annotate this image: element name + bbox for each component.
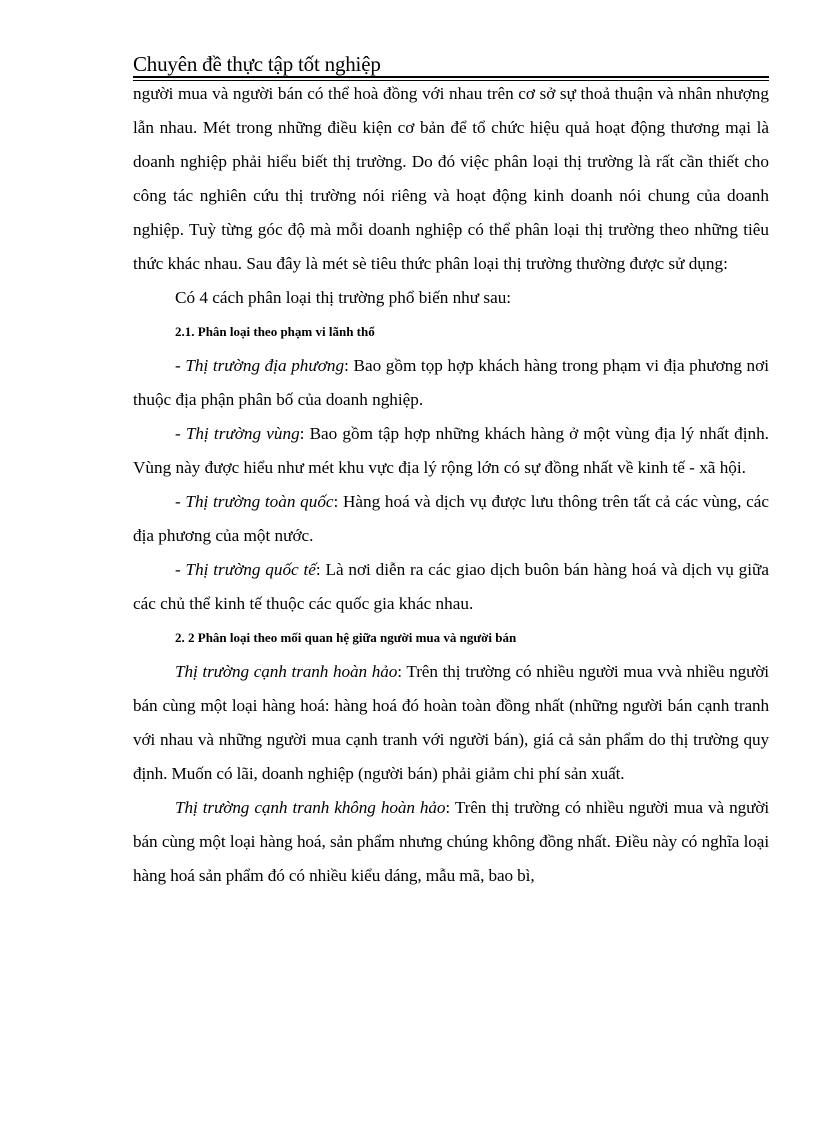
territory-item-local <box>133 349 769 417</box>
header-title: Chuyên đề thực tập tốt nghiệp <box>133 52 381 76</box>
section-heading-buyer-seller: 2. 2 Phân loại theo mối quan hệ giữa người mua và người bán <box>175 630 517 645</box>
territory-item-national <box>133 485 769 553</box>
competition-item-imperfect <box>133 791 769 893</box>
item-prefix: - <box>175 492 186 511</box>
term-imperfect-competition: Thị trường cạnh tranh không hoàn hảo <box>175 798 446 817</box>
item-prefix: - <box>175 424 186 443</box>
item-description: : Bao gồm tập hợp những khách hàng ở một vùng địa lý nhất định. Vùng này được hiểu như mét khu vực địa lý rộng lớn có sự đồng nhất về kinh tế - xã hội. <box>133 424 769 477</box>
item-description: : Là nơi diễn ra các giao dịch buôn bán hàng hoá và dịch vụ giữa các chủ thể kinh tế thuộc các quốc gia khác nhau. <box>133 560 769 613</box>
term-regional-market: Thị trường vùng <box>185 424 300 443</box>
term-international-market: Thị trường quốc tế <box>185 560 316 579</box>
territory-item-regional <box>133 417 769 485</box>
term-national-market: Thị trường toàn quốc <box>185 492 334 511</box>
item-description: : Bao gồm tọp hợp khách hàng trong phạm vi địa phương nơi thuộc địa phận phân bố của doanh nghiệp. <box>133 356 770 409</box>
territory-item-international <box>133 553 769 621</box>
item-description: : Trên thị trường có nhiều người mua và người bán cùng một loại hàng hoá, sản phẩm nhưng chúng không đồng nhất. Điều này có nghĩa loại hàng hoá sản phẩm đó có nhiều kiểu dáng, mẫu mã, bao bì, <box>133 798 769 885</box>
item-prefix: - <box>175 560 186 579</box>
item-description: : Hàng hoá và dịch vụ được lưu thông trên tất cả các vùng, các địa phương của một nước. <box>133 492 769 545</box>
term-local-market: Thị trường địa phương <box>185 356 345 375</box>
competition-item-perfect <box>133 655 769 791</box>
term-perfect-competition: Thị trường cạnh tranh hoàn hảo <box>175 662 398 681</box>
lead-paragraph: Có 4 cách phân loại thị trường phổ biến như sau: <box>175 288 512 307</box>
item-description: : Trên thị trường có nhiều người mua vvà nhiều người bán cùng một loại hàng hoá: hàng hoá đó hoàn toàn đồng nhất (những người bán cạnh tranh với nhau và những người mua cạnh tranh với người bán), giá cả sản phẩm do thị trường quy định. Muốn có lãi, doanh nghiệp (người bán) phải giảm chi phí sản xuất. <box>133 662 769 783</box>
document-body <box>133 77 769 893</box>
section-heading-territory: 2.1. Phân loại theo phạm vi lãnh thổ <box>175 324 375 339</box>
item-prefix: - <box>175 356 186 375</box>
intro-paragraph: người mua và người bán có thể hoà đồng với nhau trên cơ sở sự thoả thuận và nhân nhượng lẫn nhau. Mét trong những điều kiện cơ bản để tổ chức hiệu quả hoạt động thương mại là doanh nghiệp phải hiểu biết thị trường. Do đó việc phân loại thị trường là rất cần thiết cho công tác nghiên cứu thị trường nói riêng và hoạt động kinh doanh nói chung của doanh nghiệp. Tuỳ từng góc độ mà mỗi doanh nghiệp có thể phân loại thị trường theo những tiêu thức khác nhau. Sau đây là mét sè tiêu thức phân loại thị trường thường được sử dụng: <box>133 84 769 273</box>
page-header <box>133 50 769 78</box>
